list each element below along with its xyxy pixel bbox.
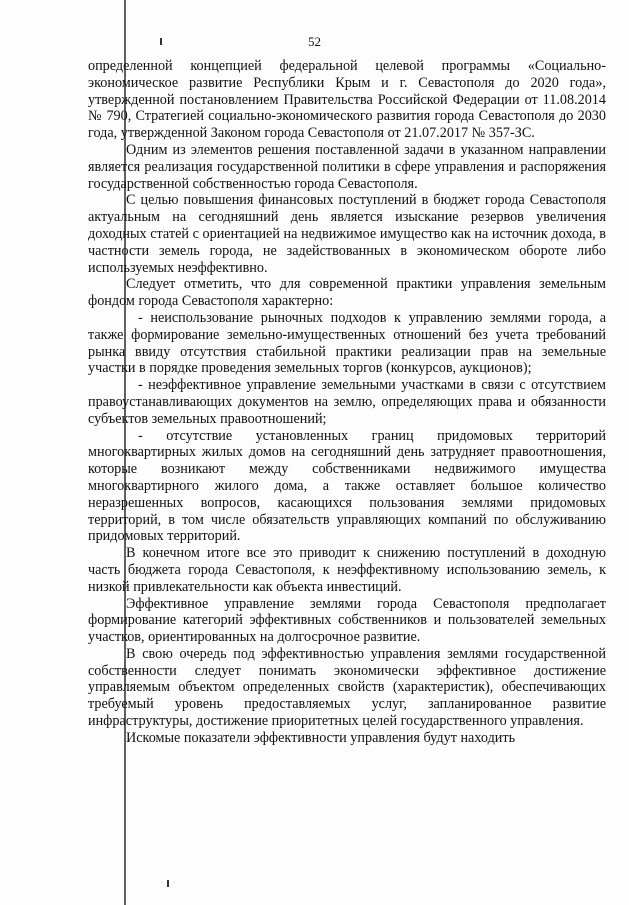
paragraph: Искомые показатели эффективности управления будут находить [126, 729, 516, 746]
paragraph: С целью повышения финансовых поступлений в бюджет города Севастополя актуальным на сегодняшний день является изыскание резервов увеличения доходных статей с ориентацией на недвижимое имущество как на источник дохода, в частности земель города, не задействованных в экономическом обороте либо используемых неэффективно. [88, 192, 606, 276]
list-item: - неиспользование рыночных подходов к управлению землями города, а также формирование земельно-имущественных отношений без учета требований рынка ввиду отсутствия стабильной практики реализации прав на земельные участки в порядке проведения земельных торгов (конкурсов, аукционов); [88, 309, 606, 377]
paragraph: Следует отметить, что для современной практики управления земельным фондом города Севастополя характерно: [88, 276, 606, 310]
paragraph: В свою очередь под эффективностью управления землями государственной собственности следует понимать экономически эффективное достижение управляемым объектом определенных свойств (характеристик), обеспечивающих требуемый уровень предоставляемых услуг, запланированное развитие инфраструктуры, достижение приоритетных целей государственного управления. [88, 645, 606, 730]
list-item: - неэффективное управление земельными участками в связи с отсутствием правоустанавливающих документов на землю, определяющих права и обязанности субъектов земельных правоотношений; [88, 377, 606, 427]
list-item: - отсутствие установленных границ придомовых территорий многоквартирных жилых домов на сегодняшний день затрудняет правоотношения, которые возникают между собственниками недвижимого имущества многоквартирного жилого дома, а также оставляет большое количество неразрешенных вопросов, касающихся пользования землями придомовых территорий, в том числе обязательств управляющих компаний по обслуживанию придомовых территорий. [88, 427, 606, 545]
page-number: 52 [308, 34, 321, 49]
paragraph: определенной концепцией федеральной целевой программы «Социально-экономическое развитие Республики Крым и г. Севастополя до 2020 года», утвержденной постановлением Правительства Российской Федерации от 11.08.2014 № 790, Стратегией социально-экономического развития города Севастополя до 2030 года, утвержденной Законом города Севастополя от 21.07.2017 № 357-ЗС. [88, 58, 606, 142]
document-body [88, 58, 606, 747]
paragraph: В конечном итоге все это приводит к снижению поступлений в доходную часть бюджета города Севастополя, к неэффективному использованию земель, к низкой привлекательности как объекта инвестиций. [88, 545, 606, 595]
scan-artifact-speck [167, 880, 169, 887]
paragraph: Одним из элементов решения поставленной задачи в указанном направлении является реализация государственной политики в сфере управления и распоряжения государственной собственностью города Севастополя. [88, 141, 606, 192]
paragraph: Эффективное управление землями города Севастополя предполагает формирование категорий эффективных собственников и пользователей земельных участков, ориентированных на долгосрочное развитие. [88, 595, 606, 646]
